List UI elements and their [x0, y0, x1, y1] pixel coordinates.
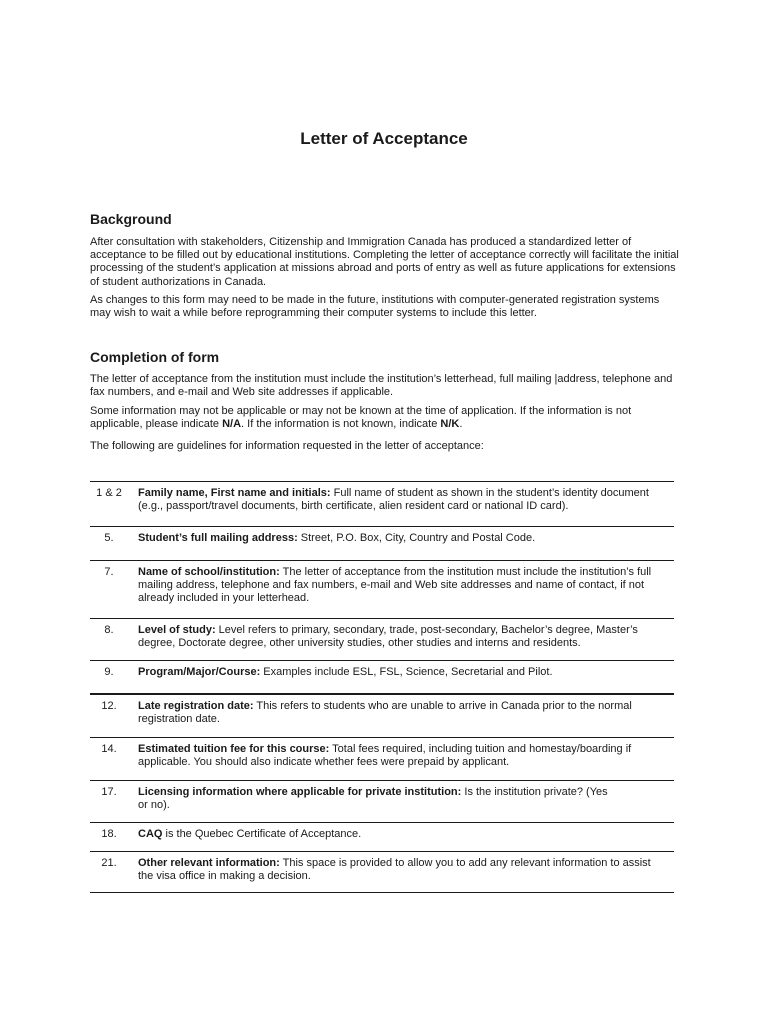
row-description — [138, 786, 608, 812]
row-description — [138, 666, 668, 679]
completion-paragraph-1: The letter of acceptance from the institution must include the institution’s letterhead, full mailing |address, telephone and fax numbers, and e-mail and Web site addresses if applicable. — [90, 373, 673, 399]
row-text: This refers to students who are unable to arrive in Canada prior to the normal registration date. — [138, 700, 632, 726]
background-paragraph-1: After consultation with stakeholders, Citizenship and Immigration Canada has produced a standardized letter of acceptance to be filled out by educational institutions. Completing the letter of acceptance correctly will facilitate the initial processing of the student’s application at missions abroad and ports of entry as well as future applications for extensions of student authorizations in Canada. — [90, 236, 679, 288]
row-label: Student’s full mailing address: — [138, 532, 298, 544]
row-label: Family name, First name and initials: — [138, 487, 331, 499]
table-row — [90, 660, 674, 693]
row-text: is the Quebec Certificate of Acceptance. — [162, 828, 362, 840]
row-number: 21. — [101, 857, 117, 869]
background-paragraph-2: As changes to this form may need to be made in the future, institutions with computer-generated registration systems may wish to wait a while before reprogramming their computer systems to include this letter. — [90, 294, 660, 320]
row-text: Full name of student as shown in the student’s identity document (e.g., passport/travel documents, birth certificate, alien resident card or national ID card). — [138, 487, 649, 513]
completion-p2-text: Some information may not be applicable or may not be known at the time of application. If the information is not applicable, please indicate — [90, 405, 632, 431]
row-number: 12. — [101, 700, 117, 712]
row-number: 7. — [104, 566, 114, 578]
completion-p2-end: . — [459, 418, 463, 431]
row-number: 9. — [104, 666, 114, 678]
row-text: Street, P.O. Box, City, Country and Postal Code. — [297, 532, 536, 544]
table-row — [90, 822, 674, 851]
row-text: Level refers to primary, secondary, trade, post-secondary, Bachelor’s degree, Master’s degree, Doctorate degree, other university studies, other studies and interns and residents. — [138, 624, 638, 650]
table-row — [90, 780, 674, 822]
row-description — [138, 857, 668, 883]
row-label: CAQ — [138, 828, 163, 840]
row-description — [138, 828, 668, 841]
row-description — [138, 743, 668, 769]
nk-marker: N/K — [440, 418, 460, 431]
row-label: Estimated tuition fee for this course: — [138, 743, 330, 755]
row-number: 8. — [104, 624, 114, 636]
row-text: Examples include ESL, FSL, Science, Secretarial and Pilot. — [260, 666, 553, 678]
table-row — [90, 526, 674, 560]
row-label: Program/Major/Course: — [138, 666, 261, 678]
completion-p2-middle: . If the information is not known, indicate — [241, 418, 441, 431]
row-label: Licensing information where applicable for private institution: — [138, 786, 462, 798]
row-number: 18. — [101, 828, 117, 840]
row-number: 17. — [101, 786, 117, 798]
row-description — [138, 566, 668, 606]
completion-heading: Completion of form — [90, 349, 220, 365]
row-description — [138, 532, 668, 545]
row-text: This space is provided to allow you to add any relevant information to assist the visa office in making a decision. — [138, 857, 651, 883]
completion-paragraph-3: The following are guidelines for information requested in the letter of acceptance: — [90, 440, 484, 452]
row-number: 1 & 2 — [96, 487, 122, 499]
row-label: Other relevant information: — [138, 857, 280, 869]
row-text: Total fees required, including tuition and homestay/boarding if applicable. You should also indicate whether fees were prepaid by applicant. — [138, 743, 632, 769]
background-heading: Background — [90, 211, 172, 227]
table-row — [90, 560, 674, 618]
na-marker: N/A — [222, 418, 242, 431]
table-row — [90, 851, 674, 893]
table-row — [90, 618, 674, 660]
row-label: Name of school/institution: — [138, 566, 280, 578]
row-description — [138, 624, 668, 650]
row-label: Late registration date: — [138, 700, 254, 712]
row-number: 14. — [101, 743, 117, 755]
row-text: The letter of acceptance from the institution must include the institution’s full mailing address, telephone and fax numbers, e-mail and Web site addresses and name of contact, if not already included in your letterhead. — [138, 566, 652, 605]
row-text: Is the institution private? (Yes or no). — [138, 786, 608, 812]
page-title: Letter of Acceptance — [300, 129, 468, 148]
table-row — [90, 481, 674, 526]
row-description — [138, 487, 668, 513]
row-label: Level of study: — [138, 624, 216, 636]
table-row — [90, 737, 674, 780]
completion-paragraph-2 — [90, 405, 680, 431]
table-row — [90, 693, 674, 737]
row-description — [138, 700, 668, 726]
guidelines-table — [90, 481, 674, 893]
row-number: 5. — [104, 532, 114, 544]
